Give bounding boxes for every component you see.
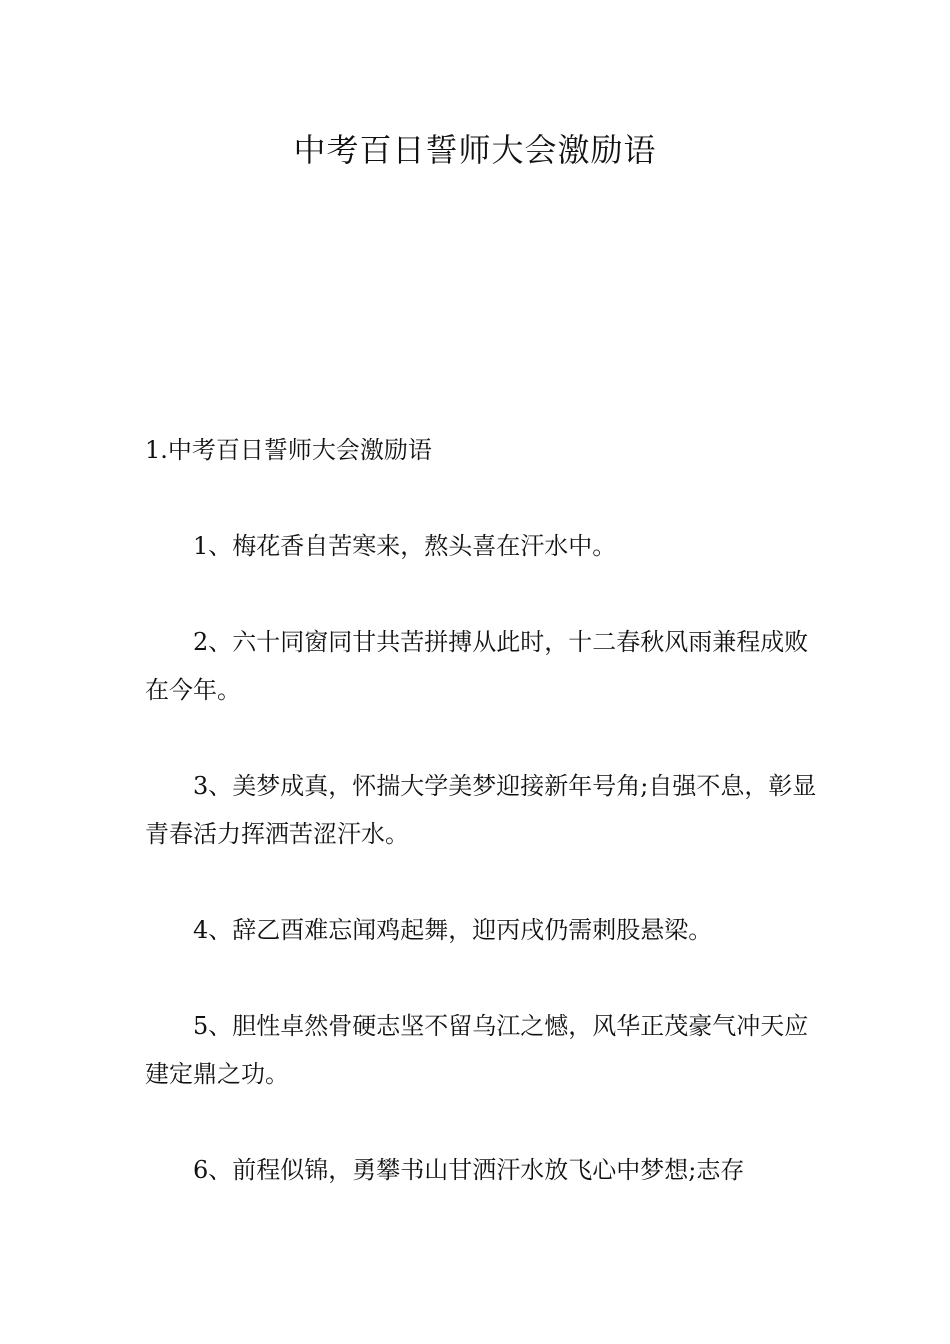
- list-item: 3、美梦成真，怀揣大学美梦迎接新年号角;自强不息，彰显青春活力挥洒苦涩汗水。: [145, 772, 817, 848]
- list-item: 6、前程似锦，勇攀书山甘洒汗水放飞心中梦想;志存: [193, 1156, 745, 1184]
- list-item: 1、梅花香自苦寒来，熬头喜在汗水中。: [193, 532, 617, 560]
- section-heading: 1.中考百日誓师大会激励语: [145, 436, 432, 464]
- document-title: 中考百日誓师大会激励语: [293, 131, 657, 169]
- list-item: 5、胆性卓然骨硬志坚不留乌江之憾，风华正茂豪气冲天应建定鼎之功。: [145, 1012, 809, 1088]
- document-body: [145, 426, 825, 1242]
- list-item: 2、六十同窗同甘共苦拼搏从此时，十二春秋风雨兼程成败在今年。: [145, 628, 809, 704]
- list-item: 4、辞乙酉难忘闻鸡起舞，迎丙戌仍需刺股悬梁。: [193, 916, 713, 944]
